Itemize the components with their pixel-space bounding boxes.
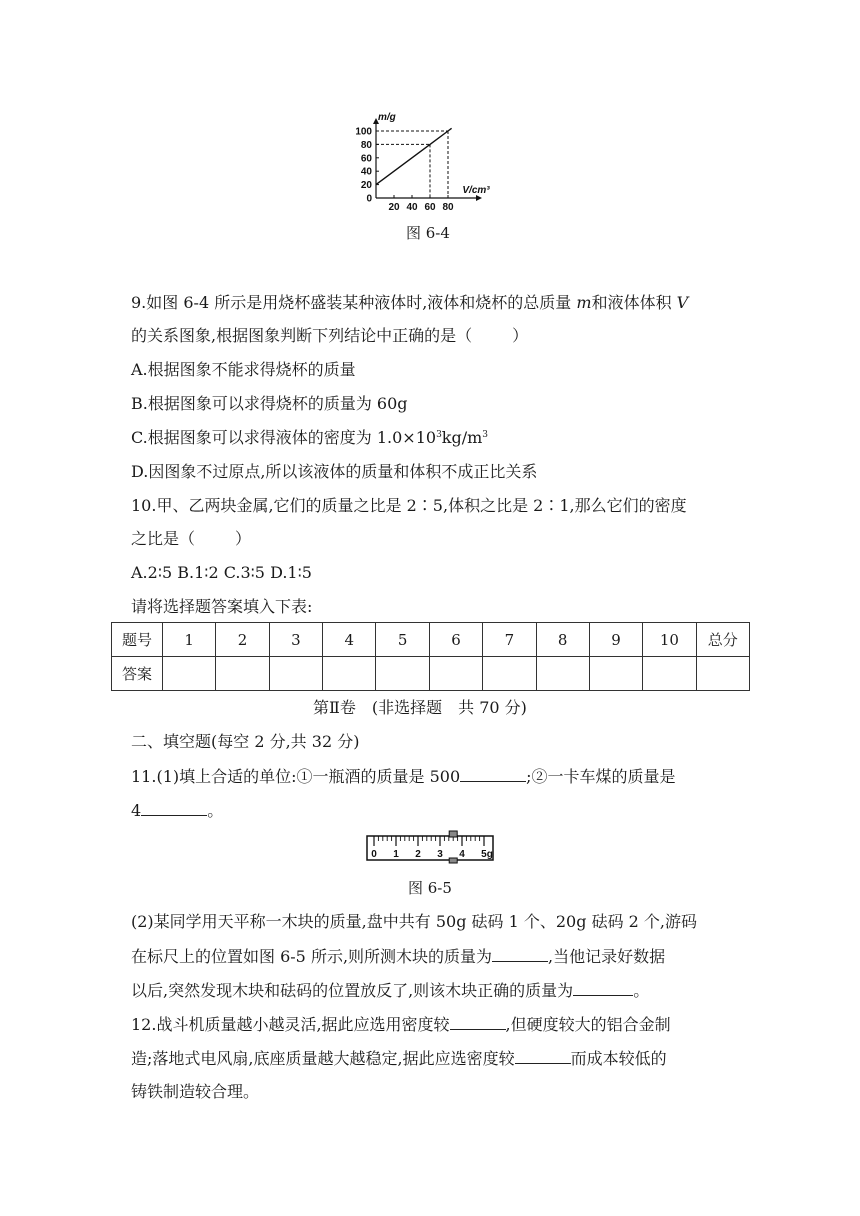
- q11-part1-line-1: 11.(1)填上合适的单位:①一瓶酒的质量是 500 ;②一卡车煤的质量是: [131, 767, 676, 786]
- y-tick-label: 100: [355, 126, 372, 138]
- answer-cell[interactable]: [269, 657, 322, 691]
- y-axis-label: m/g: [378, 112, 396, 123]
- table-cell-number: 7: [483, 623, 536, 657]
- q11-part1-line-2: 4 。: [131, 801, 224, 820]
- answer-cell[interactable]: [216, 657, 269, 691]
- x-tick-label: 40: [406, 202, 418, 213]
- figure-6-4-caption: 图 6-4: [406, 224, 450, 242]
- q9-option-d: D.因图象不过原点,所以该液体的质量和体积不成正比关系: [131, 462, 538, 481]
- table-cell-number: 1: [163, 623, 216, 657]
- answer-cell[interactable]: [643, 657, 696, 691]
- ruler-label: 3: [437, 849, 443, 860]
- q11-part2-line-2: 在标尺上的位置如图 6-5 所示,则所测木块的质量为 ,当他记录好数据: [131, 947, 666, 966]
- q12-line-1: 12.战斗机质量越小越灵活,据此应选用密度较 ,但硬度较大的铝合金制: [131, 1015, 671, 1034]
- q12-line-2: 造;落地式电风扇,底座质量越大越稳定,据此应选密度较 而成本较低的: [131, 1049, 667, 1068]
- answer-cell[interactable]: [429, 657, 482, 691]
- answer-cell[interactable]: [589, 657, 642, 691]
- ruler-label: 0: [371, 849, 377, 860]
- ruler-label: 2: [415, 849, 421, 860]
- table-label-total: 总分: [696, 623, 749, 657]
- ruler-label: 1: [393, 849, 399, 860]
- table-cell-number: 2: [216, 623, 269, 657]
- answer-cell[interactable]: [376, 657, 429, 691]
- q10-line-2: 之比是（ ）: [131, 529, 252, 548]
- q12-line-3: 铸铁制造较合理。: [131, 1082, 260, 1101]
- table-label-answer: 答案: [112, 657, 163, 691]
- table-cell-number: 9: [589, 623, 642, 657]
- answer-cell[interactable]: [323, 657, 376, 691]
- x-tick-label: 80: [442, 202, 454, 213]
- y-tick-label: 80: [360, 139, 372, 151]
- x-tick-label: 20: [388, 202, 400, 213]
- q9-line-1: 9.如图 6-4 所示是用烧杯盛装某种液体时,液体和烧杯的总质量 m和液体体积 V: [131, 293, 689, 312]
- table-cell-number: 6: [429, 623, 482, 657]
- q10-options: A.2∶5 B.1∶2 C.3∶5 D.1∶5: [131, 563, 312, 582]
- y-tick-label: 60: [360, 153, 372, 165]
- y-tick-label: 20: [360, 180, 372, 192]
- table-label-number: 题号: [112, 623, 163, 657]
- answer-blank[interactable]: [515, 1048, 571, 1064]
- answer-blank[interactable]: [573, 980, 633, 996]
- answer-cell[interactable]: [536, 657, 589, 691]
- q9-line-2: 的关系图象,根据图象判断下列结论中正确的是（ ）: [131, 326, 529, 345]
- table-cell-number: 3: [269, 623, 322, 657]
- y-tick-label: 0: [366, 193, 372, 205]
- x-axis-label: V/cm³: [462, 185, 490, 196]
- answer-table-row-numbers: [112, 623, 750, 657]
- q10-line-1: 10.甲、乙两块金属,它们的质量之比是 2∶5,体积之比是 2∶1,那么它们的密度: [131, 496, 687, 515]
- q9-option-a: A.根据图象不能求得烧杯的质量: [131, 360, 356, 379]
- q9-option-c: C.根据图象可以求得液体的密度为 $1.0\times 10^3kg/m^3$: [131, 428, 489, 447]
- series-line-extension: [448, 128, 452, 131]
- answer-blank[interactable]: [450, 1014, 506, 1030]
- fill-in-title: 二、填空题(每空 2 分,共 32 分): [131, 732, 360, 751]
- figure-6-5-ruler: [366, 830, 496, 864]
- answer-cell[interactable]: [483, 657, 536, 691]
- figure-6-4-chart: [340, 108, 520, 218]
- y-tick-label: 40: [360, 166, 372, 178]
- x-tick-label: 60: [424, 202, 436, 213]
- figure-6-5-caption: 图 6-5: [408, 879, 452, 897]
- answer-blank[interactable]: [460, 766, 526, 782]
- q11-part2-line-1: (2)某同学用天平称一木块的质量,盘中共有 50g 砝码 1 个、20g 砝码 2 个,游码: [131, 912, 698, 931]
- answer-blank[interactable]: [492, 946, 548, 962]
- answer-cell[interactable]: [696, 657, 749, 691]
- q11-part2-line-3: 以后,突然发现木块和砝码的位置放反了,则该木块正确的质量为 。: [131, 981, 650, 1000]
- answer-cell[interactable]: [163, 657, 216, 691]
- table-cell-number: 4: [323, 623, 376, 657]
- rider-bottom: [449, 858, 457, 863]
- answer-table-row-answers: [112, 657, 750, 691]
- answer-blank[interactable]: [141, 800, 207, 816]
- answer-table: [111, 622, 750, 691]
- series-line: [376, 131, 448, 185]
- table-cell-number: 8: [536, 623, 589, 657]
- q9-option-b: B.根据图象可以求得烧杯的质量为 60g: [131, 394, 408, 413]
- table-cell-number: 10: [643, 623, 696, 657]
- ruler-body: [367, 836, 493, 860]
- table-cell-number: 5: [376, 623, 429, 657]
- section-2-title: 第Ⅱ卷 (非选择题 共 70 分): [313, 698, 527, 717]
- ruler-label: 4: [459, 849, 465, 860]
- rider-top: [449, 831, 457, 837]
- table-intro: 请将选择题答案填入下表:: [131, 597, 313, 616]
- ruler-label: 5g: [481, 849, 493, 860]
